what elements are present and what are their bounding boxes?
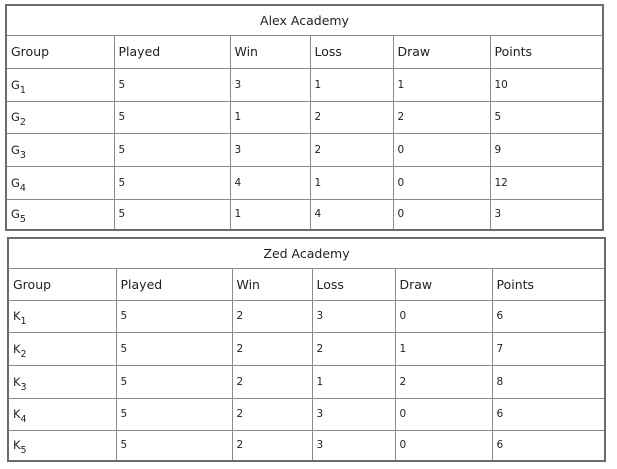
played-cell: 5 bbox=[114, 101, 230, 133]
draw-cell: 2 bbox=[395, 365, 492, 398]
draw-cell: 0 bbox=[393, 166, 490, 199]
column-header-points: Points bbox=[492, 268, 605, 300]
group-cell bbox=[6, 166, 114, 199]
points-cell: 8 bbox=[492, 365, 605, 398]
draw-cell: 1 bbox=[395, 332, 492, 365]
played-cell: 5 bbox=[116, 365, 232, 398]
group-letter: K bbox=[13, 407, 21, 421]
played-cell: 5 bbox=[114, 166, 230, 199]
zed-academy-table bbox=[7, 237, 606, 462]
group-subscript: 5 bbox=[19, 214, 26, 226]
group-letter: G bbox=[11, 207, 20, 222]
group-subscript: 2 bbox=[20, 348, 27, 360]
draw-cell: 0 bbox=[393, 199, 490, 230]
loss-cell: 1 bbox=[312, 365, 395, 398]
group-letter: G bbox=[11, 110, 20, 124]
table-row bbox=[6, 199, 603, 230]
group-cell bbox=[8, 365, 116, 398]
group-cell bbox=[6, 68, 114, 101]
table-row bbox=[6, 101, 603, 133]
played-cell: 5 bbox=[114, 199, 230, 230]
win-cell: 2 bbox=[232, 430, 312, 461]
played-cell: 5 bbox=[114, 133, 230, 166]
group-subscript: 3 bbox=[20, 381, 27, 393]
loss-cell: 1 bbox=[310, 166, 393, 199]
column-header-group: Group bbox=[8, 268, 116, 300]
group-cell bbox=[8, 332, 116, 365]
points-cell: 6 bbox=[492, 398, 605, 430]
draw-cell: 2 bbox=[393, 101, 490, 133]
loss-cell: 2 bbox=[310, 133, 393, 166]
group-subscript: 1 bbox=[20, 316, 27, 327]
group-subscript: 3 bbox=[19, 149, 26, 161]
loss-cell: 3 bbox=[312, 300, 395, 332]
alex-academy-table bbox=[5, 4, 604, 231]
column-header-played: Played bbox=[116, 268, 232, 300]
loss-cell: 3 bbox=[312, 430, 395, 461]
draw-cell: 0 bbox=[395, 398, 492, 430]
played-cell: 5 bbox=[116, 300, 232, 332]
points-cell: 10 bbox=[490, 68, 603, 101]
column-header-group: Group bbox=[6, 35, 114, 68]
win-cell: 3 bbox=[230, 133, 310, 166]
table-row bbox=[6, 133, 603, 166]
group-letter: K bbox=[13, 341, 21, 356]
win-cell: 1 bbox=[230, 101, 310, 133]
group-cell bbox=[8, 300, 116, 332]
points-cell: 6 bbox=[492, 430, 605, 461]
played-cell: 5 bbox=[116, 332, 232, 365]
win-cell: 2 bbox=[232, 332, 312, 365]
column-header-loss: Loss bbox=[312, 268, 395, 300]
column-header-played: Played bbox=[114, 35, 230, 68]
win-cell: 4 bbox=[230, 166, 310, 199]
draw-cell: 0 bbox=[395, 430, 492, 461]
points-cell: 7 bbox=[492, 332, 605, 365]
group-letter: G bbox=[11, 175, 20, 190]
table-row bbox=[8, 332, 605, 365]
group-subscript: 4 bbox=[20, 414, 27, 425]
table-title: Zed Academy bbox=[8, 238, 605, 268]
group-subscript: 2 bbox=[19, 117, 26, 128]
win-cell: 2 bbox=[232, 398, 312, 430]
win-cell: 3 bbox=[230, 68, 310, 101]
draw-cell: 0 bbox=[395, 300, 492, 332]
column-header-points: Points bbox=[490, 35, 603, 68]
group-letter: G bbox=[11, 77, 20, 92]
group-subscript: 4 bbox=[19, 182, 26, 194]
column-header-win: Win bbox=[230, 35, 310, 68]
column-header-draw: Draw bbox=[395, 268, 492, 300]
loss-cell: 2 bbox=[310, 101, 393, 133]
points-cell: 9 bbox=[490, 133, 603, 166]
table-row bbox=[8, 300, 605, 332]
column-header-loss: Loss bbox=[310, 35, 393, 68]
group-letter: K bbox=[13, 309, 21, 323]
draw-cell: 1 bbox=[393, 68, 490, 101]
table-row bbox=[8, 398, 605, 430]
draw-cell: 0 bbox=[393, 133, 490, 166]
win-cell: 2 bbox=[232, 300, 312, 332]
played-cell: 5 bbox=[116, 398, 232, 430]
played-cell: 5 bbox=[114, 68, 230, 101]
group-subscript: 5 bbox=[20, 445, 27, 457]
points-cell: 3 bbox=[490, 199, 603, 230]
group-cell bbox=[8, 430, 116, 461]
points-cell: 6 bbox=[492, 300, 605, 332]
points-cell: 5 bbox=[490, 101, 603, 133]
column-header-win: Win bbox=[232, 268, 312, 300]
group-letter: G bbox=[11, 142, 20, 157]
table-title: Alex Academy bbox=[6, 5, 603, 35]
table-row bbox=[6, 166, 603, 199]
loss-cell: 4 bbox=[310, 199, 393, 230]
table-row bbox=[8, 365, 605, 398]
loss-cell: 3 bbox=[312, 398, 395, 430]
loss-cell: 1 bbox=[310, 68, 393, 101]
table-row bbox=[6, 68, 603, 101]
win-cell: 1 bbox=[230, 199, 310, 230]
column-header-draw: Draw bbox=[393, 35, 490, 68]
group-letter: K bbox=[13, 438, 21, 453]
points-cell: 12 bbox=[490, 166, 603, 199]
played-cell: 5 bbox=[116, 430, 232, 461]
table-row bbox=[8, 430, 605, 461]
group-subscript: 1 bbox=[19, 84, 26, 96]
group-cell bbox=[6, 133, 114, 166]
loss-cell: 2 bbox=[312, 332, 395, 365]
group-letter: K bbox=[13, 374, 21, 389]
group-cell bbox=[6, 199, 114, 230]
win-cell: 2 bbox=[232, 365, 312, 398]
group-cell bbox=[8, 398, 116, 430]
group-cell bbox=[6, 101, 114, 133]
